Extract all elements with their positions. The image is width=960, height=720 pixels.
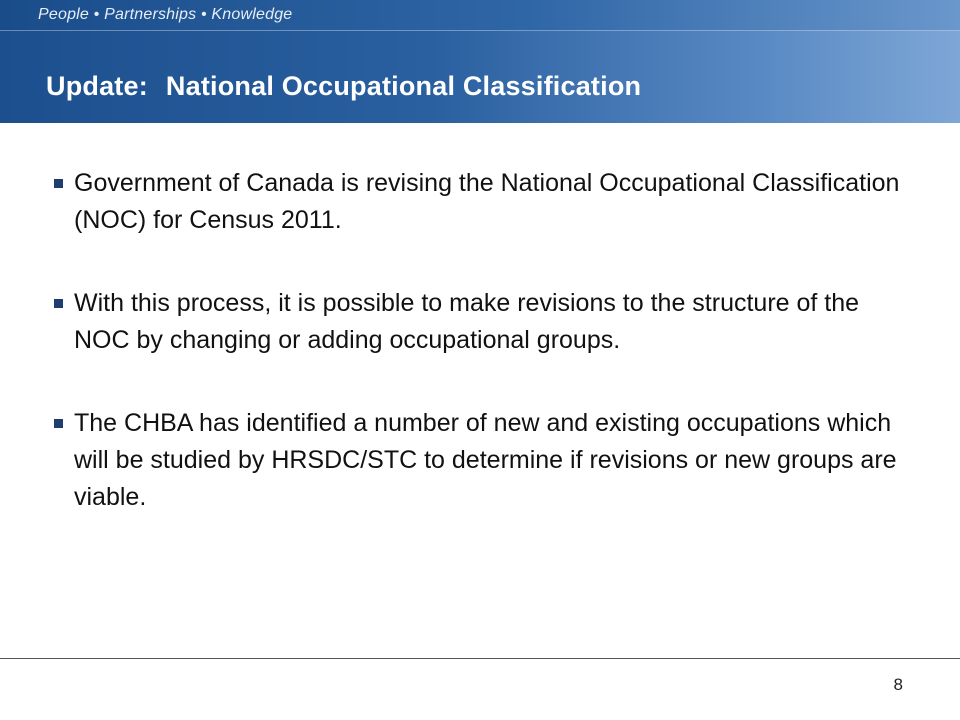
bullet-list — [48, 165, 908, 516]
square-bullet-icon — [54, 299, 63, 308]
slide-title-text: National Occupational Classification — [165, 71, 642, 101]
square-bullet-icon — [54, 419, 63, 428]
bullet-text: The CHBA has identified a number of new and existing occupations which will be studied by HRSDC/STC to determine if revisions or new groups are viable. — [74, 409, 897, 511]
square-bullet-icon — [54, 179, 63, 188]
footer-divider — [0, 658, 960, 659]
bullet-item — [48, 405, 908, 516]
tagline: People • Partnerships • Knowledge — [38, 6, 293, 23]
slide-title-label: Update: — [46, 71, 148, 101]
bullet-item — [48, 285, 908, 359]
bullet-text: With this process, it is possible to make revisions to the structure of the NOC by changing or adding occupational groups. — [74, 289, 860, 354]
bullet-item — [48, 165, 908, 239]
page-number: 8 — [893, 675, 903, 694]
tagline-strip — [0, 0, 960, 31]
slide-title — [46, 71, 641, 102]
bullet-text: Government of Canada is revising the National Occupational Classification (NOC) for Census 2011. — [74, 169, 900, 234]
